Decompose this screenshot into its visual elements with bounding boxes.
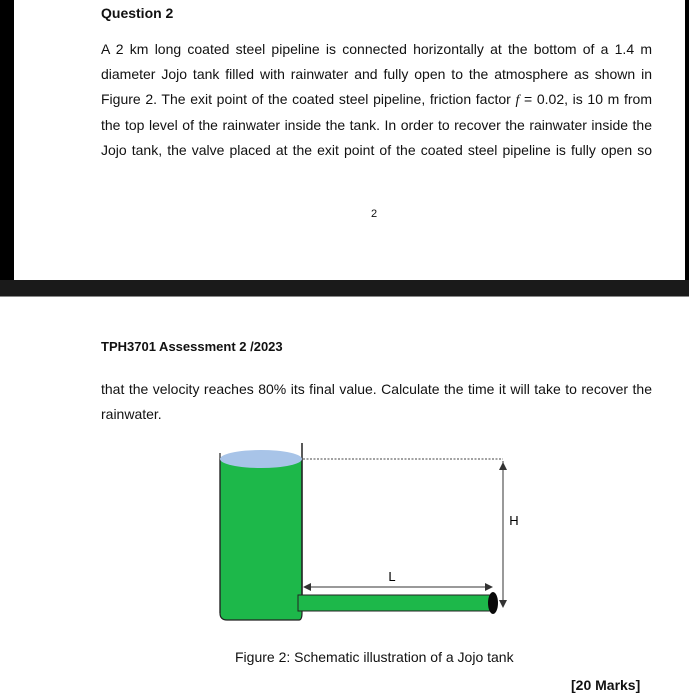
page-divider	[0, 296, 689, 297]
assessment-header: TPH3701 Assessment 2 /2023	[101, 339, 283, 354]
length-label: L	[388, 569, 396, 584]
continued-paragraph	[101, 377, 652, 427]
exit-valve	[488, 592, 498, 614]
paragraph-line: A 2 km long coated steel pipeline is connected horizontally at the bottom of a 1.4 m	[101, 41, 652, 57]
pipeline	[298, 595, 490, 611]
question-paragraph	[101, 37, 652, 163]
paragraph-line	[101, 87, 652, 113]
paragraph-line: Jojo tank, the valve placed at the exit point of the coated steel pipeline is fully open so	[101, 142, 652, 158]
height-label: H	[509, 513, 519, 528]
paragraph-line: diameter Jojo tank filled with rainwater and fully open to the atmosphere as shown in	[101, 66, 652, 82]
paragraph-line-part: Figure 2. The exit point of the coated steel pipeline, friction factor	[101, 91, 516, 107]
tank-body	[220, 460, 302, 620]
paragraph-line: rainwater.	[101, 406, 162, 422]
paragraph-line: that the velocity reaches 80% its final value. Calculate the time it will take to recover the	[101, 381, 652, 397]
figure-caption: Figure 2: Schematic illustration of a Jojo tank	[235, 649, 514, 665]
page-number: 2	[371, 208, 378, 220]
jojo-tank-diagram	[210, 435, 530, 625]
jojo-tank-figure	[210, 435, 530, 625]
friction-symbol: f	[515, 93, 520, 108]
page-left-border	[0, 0, 14, 296]
paragraph-line: the top level of the rainwater inside the tank. In order to recover the rainwater inside the	[101, 117, 652, 133]
question-heading: Question 2	[101, 5, 174, 21]
page-right-border	[685, 0, 689, 296]
water-surface	[220, 450, 302, 468]
marks-label: [20 Marks]	[571, 677, 641, 693]
page-break	[0, 280, 689, 296]
paragraph-line-part: = 0.02, is 10 m from	[519, 91, 652, 107]
